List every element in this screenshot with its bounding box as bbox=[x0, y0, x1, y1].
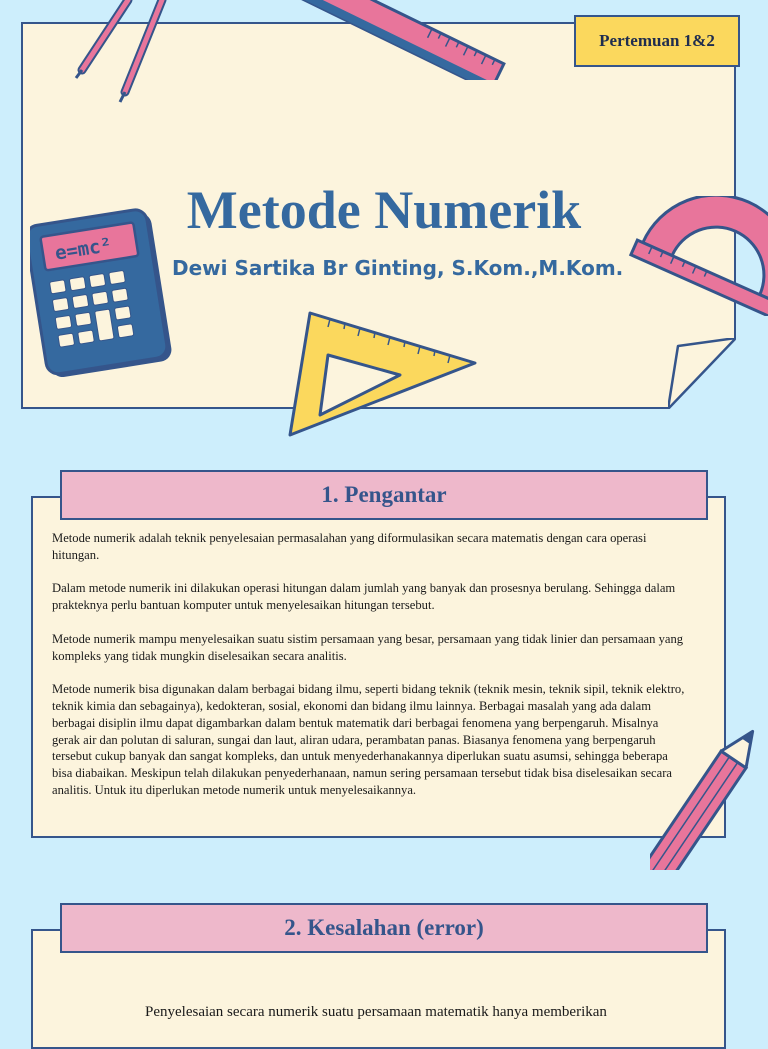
paragraph: Dalam metode numerik ini dilakukan operasi hitungan dalam jumlah yang banyak dan prosesnya berulang. Sehingga dalam prakteknya perlu bantuan komputer untuk menyelesaikan hitungan tersebut. bbox=[52, 581, 676, 613]
calculator-display: e=mc² bbox=[53, 234, 114, 265]
section-kesalahan bbox=[0, 880, 768, 1024]
calculator-icon bbox=[30, 208, 175, 380]
ruler-icon bbox=[288, 0, 508, 80]
title-slide bbox=[0, 0, 768, 440]
compass-icon bbox=[70, 0, 170, 105]
paragraph: Metode numerik mampu menyelesaikan suatu sistim persamaan yang besar, persamaan yang tidak linier dan persamaan yang kompleks yang tidak mungkin diselesaikan secara analitis. bbox=[52, 631, 684, 663]
meeting-badge bbox=[574, 15, 740, 67]
paragraph: Metode numerik bisa digunakan dalam berbagai bidang ilmu, seperti bidang teknik (teknik mesin, teknik sipil, teknik elektro, teknik kimia dan sebagainya), kedokteran, sosial, ekonomi dan bidang ilmu lainnya. Berbagai masalah yang ada dalam berbagai disiplin ilmu dapat digambarkan dalam bentuk matematik dari berbagai fenomena yang berpengaruh. Misalnya gerak air dan polutan di saluran, sungai dan laut, aliran udara, perambatan panas. Biasanya fenomena yang berpengaruh tersebut cukup banyak dan sangat kompleks, dan untuk menyederhanakannya diperlukan suatu asumsi, sehingga beberapa bisa diabaikan. Meskipun telah dilakukan penyederhanaan, namun sering persamaan tersebut tidak bisa diselesaikan secara analitis. Untuk itu diperlukan metode numerik untuk menyelesaikannya. bbox=[52, 682, 685, 797]
section-heading bbox=[60, 903, 708, 953]
paragraph: Metode numerik adalah teknik penyelesaian permasalahan yang diformulasikan secara matematis dengan cara operasi hitungan. bbox=[52, 531, 647, 562]
section-heading-label: 1. Pengantar bbox=[321, 482, 447, 507]
paragraph: Penyelesaian secara numerik suatu persamaan matematik hanya memberikan bbox=[145, 1004, 607, 1020]
section-body bbox=[145, 1002, 745, 1022]
set-square-icon bbox=[270, 305, 485, 440]
section-heading bbox=[60, 470, 708, 520]
meeting-badge-label: Pertemuan 1&2 bbox=[599, 31, 715, 50]
author-name: Dewi Sartika Br Ginting, S.Kom.,M.Kom. bbox=[172, 256, 624, 280]
protractor-icon bbox=[620, 196, 768, 316]
page-fold-icon bbox=[668, 338, 736, 409]
section-body bbox=[52, 530, 688, 816]
section-heading-label: 2. Kesalahan (error) bbox=[284, 915, 484, 940]
page-title: Metode Numerik bbox=[186, 180, 582, 240]
section-pengantar bbox=[0, 440, 768, 880]
pencil-icon bbox=[650, 722, 768, 870]
